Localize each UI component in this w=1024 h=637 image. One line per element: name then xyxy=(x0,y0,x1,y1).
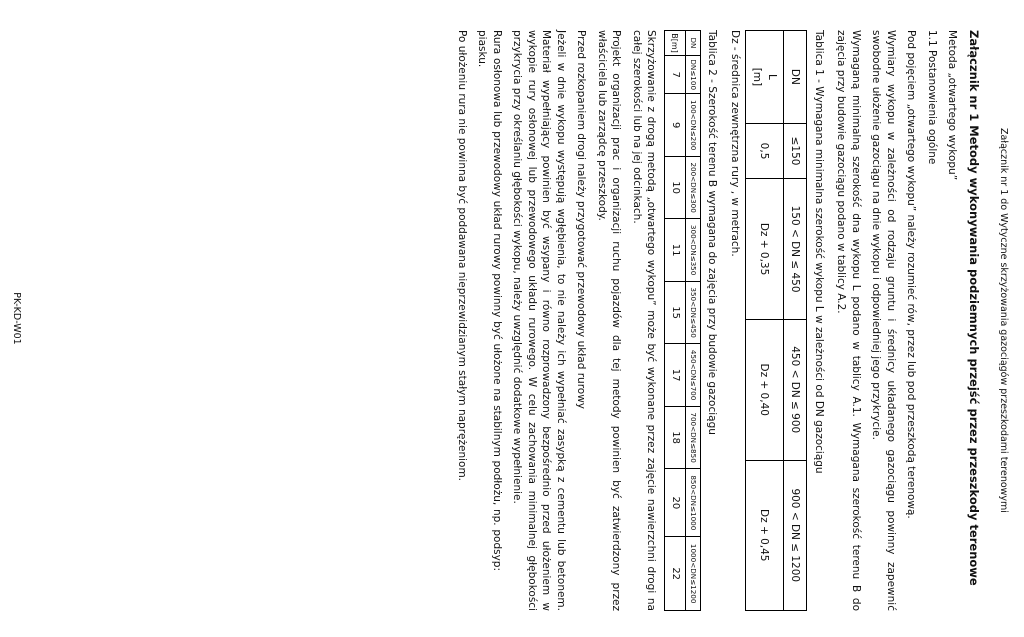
paragraph-stress: Po ułożeniu rura nie powinna być poddawana nieprzewidzianym stałym naprężeniom. xyxy=(455,30,468,482)
table2-caption: Tablica 2 - Szerokość terenu B wymagana do zajęcia przy budowie gazociągu xyxy=(706,30,719,435)
table-row xyxy=(685,31,700,611)
paragraph-road-crossing: Skrzyżowanie z drogą metodą „otwartego wykopu” może być wykonane przez zajęcie nawierzchni drogi na całej szerokości lub na jej odcinkach. xyxy=(630,30,657,611)
table-cell: 0,5 xyxy=(745,123,783,178)
bedding-material: piasku. xyxy=(476,30,489,68)
paragraph-definition: Pod pojęciem „otwartego wykopu” należy rozumieć rów, przez lub pod przeszkodą terenową. xyxy=(905,30,918,519)
table-cell: 9 xyxy=(665,94,686,156)
table-cell: 10 xyxy=(665,156,686,218)
paragraph-preparation: Przed rozkopaniem drogi należy przygotować przewodowy układ rurowy xyxy=(575,30,588,410)
table-cell: Dz + 0,45 xyxy=(745,460,783,610)
table-cell: 15 xyxy=(665,281,686,343)
table-header-cell: 700<DN≤850 xyxy=(685,406,700,468)
table-header-cell: 850<DN≤1000 xyxy=(685,469,700,537)
table-cell: Dz + 0,35 xyxy=(745,179,783,320)
table-cell: 17 xyxy=(665,344,686,406)
paragraph-width-reference: Wymaganą minimalną szerokość dna wykopu L podano w tablicy A.1. Wymagana szerokość terenu B do zajęcia przy budowie gazociągu podano w tablicy A.2. xyxy=(835,30,862,611)
table-header-cell: 300<DN≤350 xyxy=(685,219,700,281)
row-label-symbol: L xyxy=(765,73,778,80)
table-row-label xyxy=(745,31,783,124)
page-header: Załącznik nr 1 do Wytyczne skrzyżowania gazociągów przeszkodami terenowymi xyxy=(998,128,1009,513)
method-heading: Metoda „otwartego wykopu” xyxy=(946,30,959,181)
table-header-cell: 1000<DN≤1200 xyxy=(685,537,700,611)
table-header-cell: DN≤100 xyxy=(685,55,700,93)
table-cell: 20 xyxy=(665,469,686,537)
table-header-cell: ≤150 xyxy=(783,123,806,178)
table1-note: Dz - średnica zewnętrzna rury , w metrach. xyxy=(728,30,741,257)
table-header-cell: 450 < DN ≤ 900 xyxy=(783,319,806,460)
table-terrain-width xyxy=(664,30,701,611)
section-heading: 1.1 Postanowienia ogólne xyxy=(925,30,938,165)
table-row xyxy=(665,31,686,611)
table-row-label: B[m] xyxy=(665,31,686,56)
table-row xyxy=(745,31,783,611)
row-label-unit: [m] xyxy=(751,67,764,87)
table-cell: 11 xyxy=(665,219,686,281)
table-row xyxy=(783,31,806,611)
table-header-cell: 900 < DN ≤ 1200 xyxy=(783,460,806,610)
table-cell: 18 xyxy=(665,406,686,468)
table-header-cell: 100<DN≤200 xyxy=(685,94,700,156)
paragraph-fill: Jeżeli w dnie wykopu występują wgłębienia, to nie należy ich wypełniać zasypką z cementu lub betonem. Materiał wypełniający powinien być wsypany i równo rozprowadzony bezpośrednio przed ułożeniem w wykopie rury osłonowej lub przewodowego układu rurowego. W celu zachowania minimalnej głębokości przykrycia przy określaniu głębokości wykopu, należy uwzględnić dodatkowe wypełnienie. xyxy=(511,30,567,611)
page-footer: PK-KD-W01 xyxy=(11,292,23,345)
paragraph-dimensions: Wymiary wykopu w zależności od rodzaju gruntu i średnicy układanego gazociągu powinny zapewnić swobodne ułożenie gazociągu na dnie wykopu i odpowiedniej jego przykrycie. xyxy=(870,30,897,611)
table-header-cell: DN xyxy=(685,31,700,56)
table-cell: Dz + 0,40 xyxy=(745,319,783,460)
table-header-cell: 350<DN≤450 xyxy=(685,281,700,343)
table-header-cell: 200<DN≤300 xyxy=(685,156,700,218)
bedding-example: np. podsyp: xyxy=(490,508,503,571)
annex-title: Załącznik nr 1 Metody wykonywania podziemnych przejść przez przeszkody terenowe xyxy=(966,30,981,586)
table-cell: 22 xyxy=(665,537,686,611)
paragraph-bedding: Rura osłonowa lub przewodowy układ rurowy powinny być ułożone na stabilnym podłożu, np. podsyp:piasku. xyxy=(476,30,503,571)
table-header-cell: DN xyxy=(783,31,806,124)
table-min-trench-width xyxy=(745,30,807,611)
table-header-cell: 450<DN≤700 xyxy=(685,344,700,406)
table-cell: 7 xyxy=(665,55,686,93)
table-header-cell: 150 < DN ≤ 450 xyxy=(783,179,806,320)
paragraph-organization: Projekt organizacji prac i organizacji ruchu pojazdów dla tej metody powinien być zatwierdzony przez właściciela lub zarządcę przeszkody. xyxy=(595,30,623,611)
table1-caption: Tablica 1 - Wymagana minimalna szerokość wykopu L w zależności od DN gazociągu xyxy=(812,30,825,474)
